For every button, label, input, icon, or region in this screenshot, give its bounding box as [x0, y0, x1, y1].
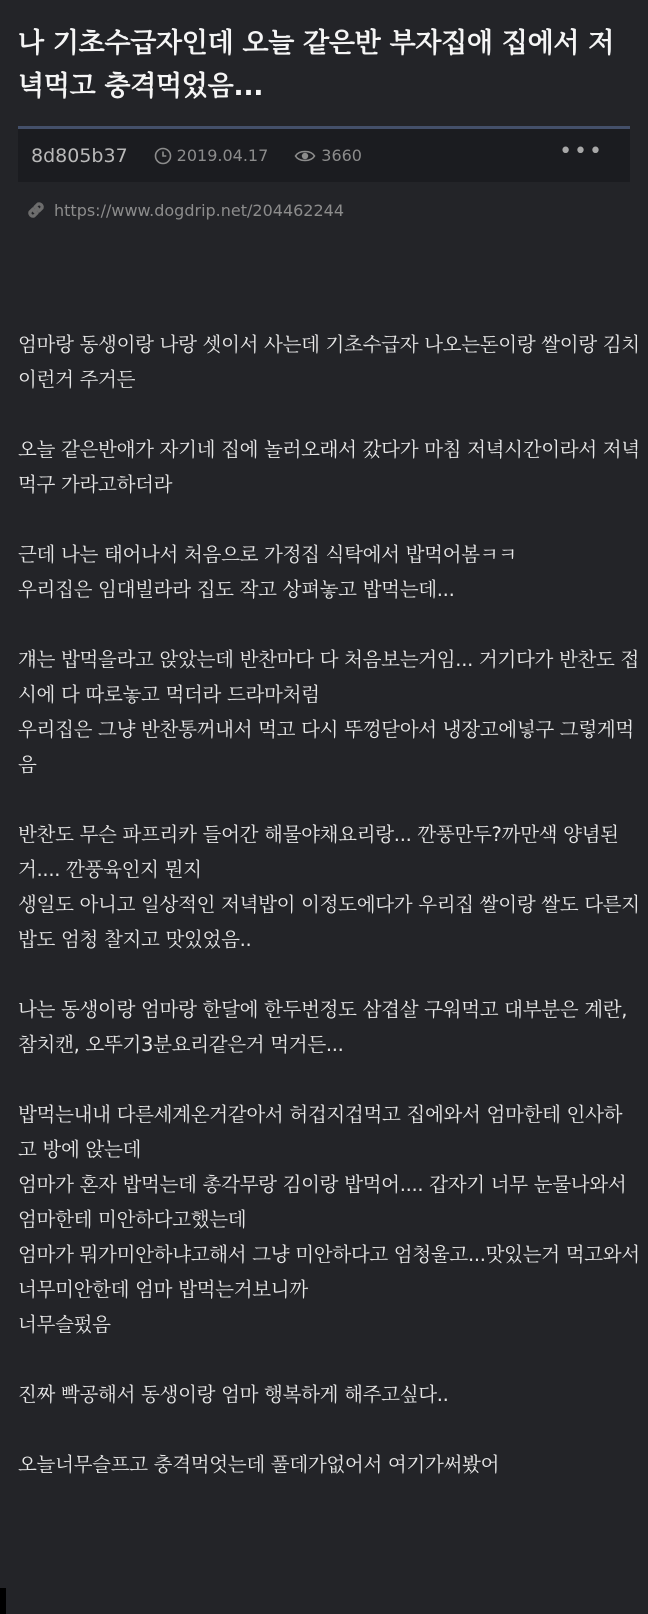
post-date-text: 2019.04.17 — [176, 146, 269, 165]
more-options-button[interactable]: ••• — [559, 138, 604, 164]
eye-icon — [294, 148, 316, 164]
post-date — [154, 146, 269, 165]
post-title: 나 기초수급자인데 오늘 같은반 부자집애 집에서 저녁먹고 충격먹었음... — [18, 28, 615, 102]
view-count-text: 3660 — [321, 146, 362, 165]
clock-icon — [154, 147, 172, 165]
view-count — [294, 146, 362, 165]
edge-marker — [0, 1588, 6, 1614]
body-paragraph: 오늘너무슬프고 충격먹엇는데 풀데가없어서 여기가써봤어 — [18, 1453, 500, 1476]
source-link[interactable] — [25, 199, 344, 221]
author-name[interactable]: 8d805b37 — [31, 144, 128, 167]
body-paragraph: 진짜 빡공해서 동생이랑 엄마 행복하게 해주고싶다.. — [18, 1383, 449, 1406]
link-icon — [25, 199, 47, 221]
body-paragraph: 오늘 같은반애가 자기네 집에 놀러오래서 갔다가 마침 저녁시간이라서 저녁먹구 가라고하더라 — [18, 438, 640, 496]
body-paragraph: 엄마랑 동생이랑 나랑 셋이서 사는데 기초수급자 나오는돈이랑 쌀이랑 김치 이런거 주거든 — [18, 333, 640, 391]
body-paragraph: 걔는 밥먹을라고 앉았는데 반찬마다 다 처음보는거임... 거기다가 반찬도 접시에 다 따로놓고 먹더라 드라마처럼 우리집은 그냥 반찬통꺼내서 먹고 다시 뚜껑닫아서 냉장고에넣구 그렇게먹음 — [18, 648, 639, 776]
body-paragraph: 밥먹는내내 다른세계온거같아서 허겁지겁먹고 집에와서 엄마한테 인사하고 방에 앉는데 엄마가 혼자 밥먹는데 총각무랑 김이랑 밥먹어.... 갑자기 너무 눈물나와서 엄마한테 미안하다고했는데 엄마가 뭐가미안하냐고해서 그냥 미안하다고 엄청울고...맛있는거 먹고와서 너무미안한데 엄마 밥먹는거보니까 너무슬펐음 — [18, 1103, 640, 1336]
post-body — [18, 327, 640, 1482]
source-link-url[interactable]: https://www.dogdrip.net/204462244 — [54, 200, 345, 220]
body-paragraph: 근데 나는 태어나서 처음으로 가정집 식탁에서 밥먹어봄ㅋㅋ 우리집은 임대빌라라 집도 작고 상펴놓고 밥먹는데... — [18, 543, 517, 601]
body-paragraph: 나는 동생이랑 엄마랑 한달에 한두번정도 삼겹살 구워먹고 대부분은 계란, 참치캔, 오뚜기3분요리같은거 먹거든... — [18, 998, 628, 1056]
body-paragraph: 반찬도 무슨 파프리카 들어간 해물야채요리랑... 깐풍만두?까만색 양념된거.... 깐풍육인지 뭔지 생일도 아니고 일상적인 저녁밥이 이정도에다가 우리집 쌀이랑 쌀도 다른지 밥도 엄청 찰지고 맛있었음.. — [18, 823, 640, 951]
post-meta-bar — [18, 126, 630, 182]
